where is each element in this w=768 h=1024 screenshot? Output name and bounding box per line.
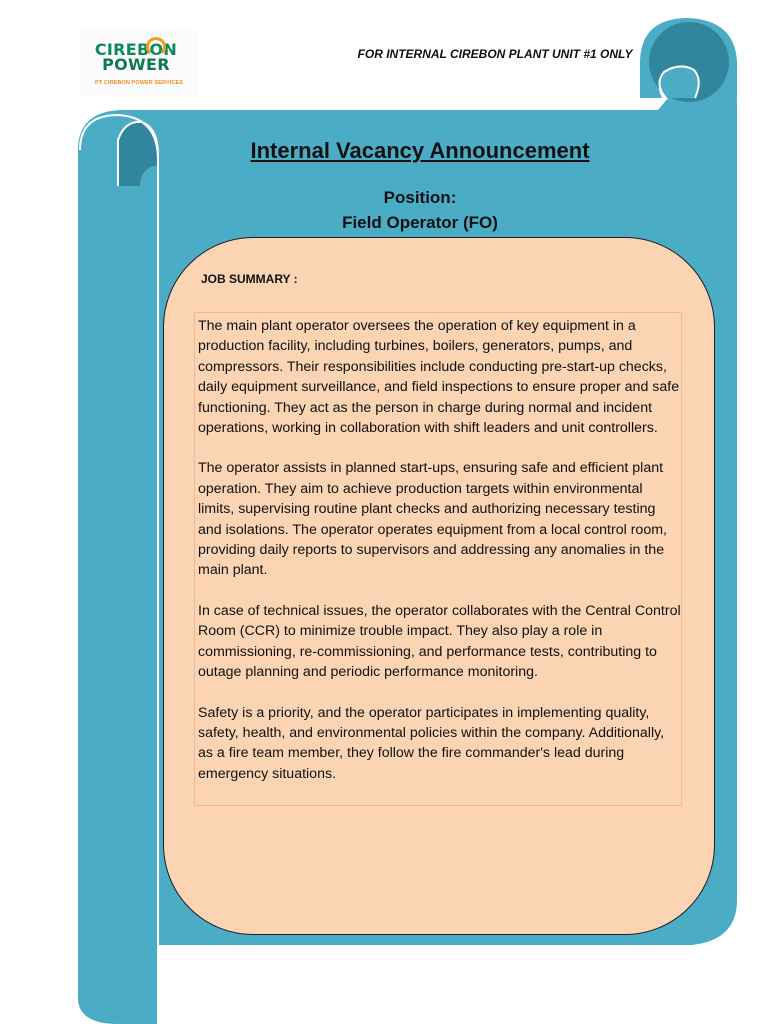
job-summary-paragraph: In case of technical issues, the operator collaborates with the Central Control Room (CCR) to minimize trouble impact. They also play a role in commissioning, re-commissioning, and performance tests, contributing to outage planning and periodic performance monitoring.: [198, 602, 681, 681]
job-summary-paragraph: The main plant operator oversees the operation of key equipment in a production facility, including turbines, boilers, generators, pumps, and compressors. Their responsibilities include conducting pre-start-up checks, daily equipment surveillance, and field inspections to ensure proper and safe functioning. They act as the person in charge during normal and incident operations, working in collaboration with shift leaders and unit controllers.: [198, 318, 680, 437]
logo-brand-line1: CIREBON: [94, 40, 178, 59]
position-label: Position:: [383, 188, 457, 207]
job-summary-textbox: [194, 312, 682, 806]
lightbulb-icon: [146, 37, 166, 57]
logo-tagline: PT CIREBON POWER SERVICES: [95, 80, 183, 86]
job-summary-heading: JOB SUMMARY :: [201, 272, 298, 286]
logo-brand: [86, 42, 186, 72]
job-summary-paragraph: The operator assists in planned start-ups, ensuring safe and efficient plant operation. They aim to achieve production targets within environmental limits, supervising routine plant checks and authorizing necessary testing and isolations. The operator operates equipment from a local control room, providing daily reports to supervisors and addressing any anomalies in the main plant.: [198, 460, 667, 579]
job-summary-paragraph: Safety is a priority, and the operator participates in implementing quality, safety, health, and environmental policies within the company. Additionally, as a fire team member, they follow the fire commander's lead during emergency situations.: [198, 704, 665, 782]
logo-brand-line2: POWER: [102, 55, 170, 74]
page-title: Internal Vacancy Announcement: [250, 138, 590, 163]
internal-use-note: FOR INTERNAL CIREBON PLANT UNIT #1 ONLY: [357, 47, 633, 61]
scroll-top-roll-curl: [659, 66, 698, 98]
position-value: Field Operator (FO): [342, 213, 498, 232]
cirebon-power-logo: [80, 30, 198, 96]
